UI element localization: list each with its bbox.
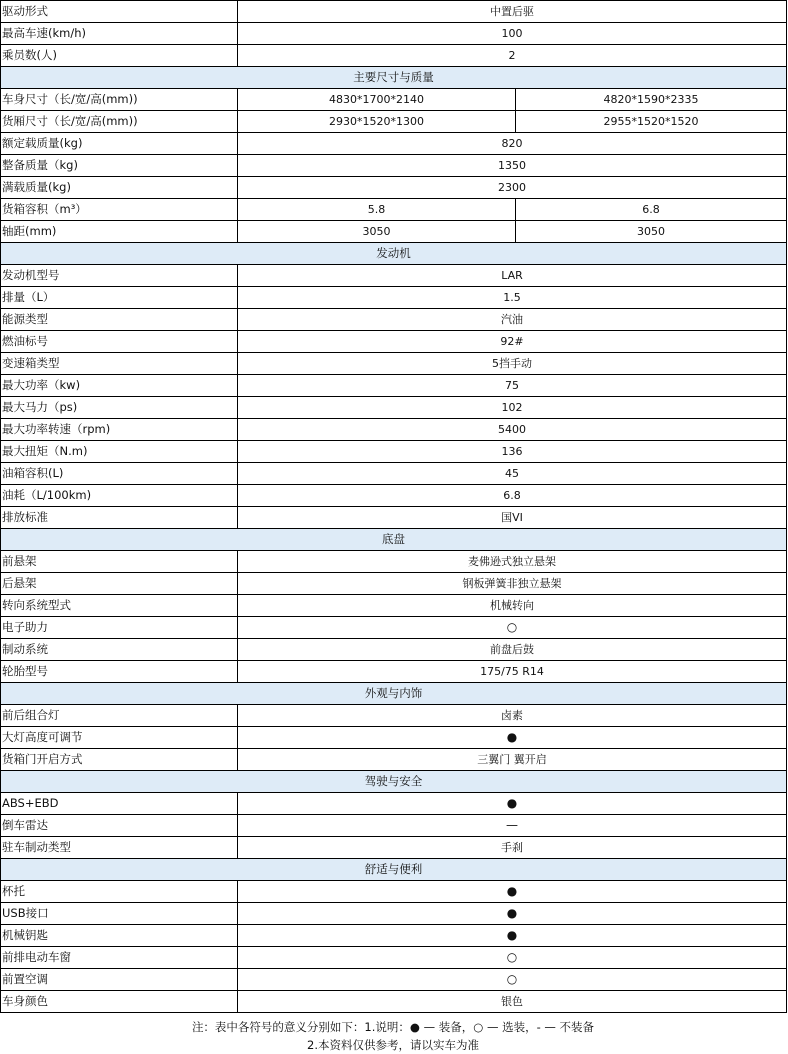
spec-label: 最大功率（kw) [1, 375, 238, 397]
spec-row [1, 705, 787, 727]
spec-value: 6.8 [238, 485, 787, 507]
spec-value: 175/75 R14 [238, 661, 787, 683]
spec-row [1, 793, 787, 815]
section-title: 主要尺寸与质量 [1, 67, 787, 89]
spec-label: 轮胎型号 [1, 661, 238, 683]
spec-label: 电子助力 [1, 617, 238, 639]
spec-value: 2 [238, 45, 787, 67]
spec-row [1, 265, 787, 287]
spec-value: LAR [238, 265, 787, 287]
spec-value: 国VI [238, 507, 787, 529]
spec-label: 后悬架 [1, 573, 238, 595]
spec-row [1, 639, 787, 661]
spec-label: 最大马力（ps) [1, 397, 238, 419]
section-header-row [1, 67, 787, 89]
spec-row [1, 661, 787, 683]
spec-label: 油箱容积(L) [1, 463, 238, 485]
spec-value: 麦佛逊式独立悬架 [238, 551, 787, 573]
spec-value: 前盘后鼓 [238, 639, 787, 661]
footnote-disclaimer: 2.本资料仅供参考，请以实车为准 [307, 1038, 479, 1052]
spec-row [1, 573, 787, 595]
spec-row [1, 353, 787, 375]
spec-value: 1350 [238, 155, 787, 177]
section-title: 发动机 [1, 243, 787, 265]
spec-row [1, 749, 787, 771]
spec-label: 变速箱类型 [1, 353, 238, 375]
spec-value: 5400 [238, 419, 787, 441]
spec-value: 2300 [238, 177, 787, 199]
spec-value: 三翼门 翼开启 [238, 749, 787, 771]
spec-row [1, 947, 787, 969]
spec-label: 最高车速(km/h) [1, 23, 238, 45]
spec-value: 中置后驱 [238, 1, 787, 23]
spec-row [1, 309, 787, 331]
spec-label: 前悬架 [1, 551, 238, 573]
spec-row [1, 815, 787, 837]
spec-row [1, 45, 787, 67]
spec-value: ○ [238, 947, 787, 969]
spec-value-variant-a: 3050 [238, 221, 516, 243]
spec-value: 手刹 [238, 837, 787, 859]
spec-row [1, 485, 787, 507]
spec-row [1, 969, 787, 991]
spec-row [1, 111, 787, 133]
spec-value: — [238, 815, 787, 837]
spec-label: 机械钥匙 [1, 925, 238, 947]
spec-row [1, 881, 787, 903]
spec-label: 满载质量(kg) [1, 177, 238, 199]
spec-label: 货箱门开启方式 [1, 749, 238, 771]
section-title: 驾驶与安全 [1, 771, 787, 793]
spec-row [1, 595, 787, 617]
spec-value: 5挡手动 [238, 353, 787, 375]
spec-label: 额定载质量(kg) [1, 133, 238, 155]
spec-label: 车身尺寸（长/宽/高(mm)) [1, 89, 238, 111]
spec-value: ● [238, 881, 787, 903]
spec-label: 发动机型号 [1, 265, 238, 287]
spec-label: 最大功率转速（rpm) [1, 419, 238, 441]
section-header-row [1, 683, 787, 705]
spec-row [1, 177, 787, 199]
spec-label: 驻车制动类型 [1, 837, 238, 859]
spec-label: 排量（L） [1, 287, 238, 309]
spec-label: 驱动形式 [1, 1, 238, 23]
spec-value-variant-a: 2930*1520*1300 [238, 111, 516, 133]
spec-value: 钢板弹簧非独立悬架 [238, 573, 787, 595]
section-title: 舒适与便利 [1, 859, 787, 881]
spec-label: 整备质量（kg) [1, 155, 238, 177]
spec-label: 转向系统型式 [1, 595, 238, 617]
section-title: 外观与内饰 [1, 683, 787, 705]
spec-value: 820 [238, 133, 787, 155]
spec-value: 1.5 [238, 287, 787, 309]
spec-label: 大灯高度可调节 [1, 727, 238, 749]
spec-value-variant-b: 4820*1590*2335 [516, 89, 787, 111]
spec-row [1, 551, 787, 573]
spec-row [1, 23, 787, 45]
spec-row [1, 903, 787, 925]
spec-row [1, 991, 787, 1013]
spec-row [1, 199, 787, 221]
spec-row [1, 463, 787, 485]
spec-value-variant-b: 2955*1520*1520 [516, 111, 787, 133]
spec-row [1, 617, 787, 639]
spec-value: 汽油 [238, 309, 787, 331]
spec-value: 75 [238, 375, 787, 397]
spec-label: 乘员数(人) [1, 45, 238, 67]
spec-value: ● [238, 793, 787, 815]
spec-row [1, 441, 787, 463]
spec-value: 92# [238, 331, 787, 353]
spec-row [1, 837, 787, 859]
spec-value-variant-b: 6.8 [516, 199, 787, 221]
spec-value: 100 [238, 23, 787, 45]
spec-value: ● [238, 925, 787, 947]
spec-table-body [1, 1, 787, 1013]
spec-value: 102 [238, 397, 787, 419]
spec-label: 前排电动车窗 [1, 947, 238, 969]
spec-label: USB接口 [1, 903, 238, 925]
spec-label: 杯托 [1, 881, 238, 903]
spec-row [1, 375, 787, 397]
footnote-legend: 注：表中各符号的意义分别如下：1.说明：● — 装备，○ — 选装，- — 不装备 [191, 1020, 595, 1034]
spec-value-variant-a: 4830*1700*2140 [238, 89, 516, 111]
footnote [0, 1018, 786, 1054]
spec-value: 卤素 [238, 705, 787, 727]
spec-row [1, 331, 787, 353]
section-header-row [1, 529, 787, 551]
spec-label: 制动系统 [1, 639, 238, 661]
spec-row [1, 221, 787, 243]
spec-label: ABS+EBD [1, 793, 238, 815]
spec-row [1, 397, 787, 419]
spec-label: 倒车雷达 [1, 815, 238, 837]
spec-label: 前后组合灯 [1, 705, 238, 727]
spec-label: 车身颜色 [1, 991, 238, 1013]
spec-label: 排放标准 [1, 507, 238, 529]
spec-row [1, 155, 787, 177]
spec-row [1, 287, 787, 309]
section-title: 底盘 [1, 529, 787, 551]
spec-label: 最大扭矩（N.m) [1, 441, 238, 463]
spec-value: 机械转向 [238, 595, 787, 617]
spec-label: 燃油标号 [1, 331, 238, 353]
spec-label: 油耗（L/100km) [1, 485, 238, 507]
section-header-row [1, 771, 787, 793]
spec-value-variant-a: 5.8 [238, 199, 516, 221]
spec-label: 货厢尺寸（长/宽/高(mm)) [1, 111, 238, 133]
spec-row [1, 1, 787, 23]
spec-value: ● [238, 727, 787, 749]
spec-value: 136 [238, 441, 787, 463]
spec-value: ○ [238, 969, 787, 991]
spec-value: ○ [238, 617, 787, 639]
spec-value-variant-b: 3050 [516, 221, 787, 243]
spec-row [1, 419, 787, 441]
section-header-row [1, 243, 787, 265]
spec-row [1, 727, 787, 749]
spec-row [1, 925, 787, 947]
spec-value: 45 [238, 463, 787, 485]
section-header-row [1, 859, 787, 881]
spec-label: 轴距(mm) [1, 221, 238, 243]
spec-row [1, 507, 787, 529]
spec-label: 能源类型 [1, 309, 238, 331]
spec-value: ● [238, 903, 787, 925]
spec-row [1, 89, 787, 111]
spec-label: 前置空调 [1, 969, 238, 991]
spec-value: 银色 [238, 991, 787, 1013]
spec-label: 货箱容积（m³） [1, 199, 238, 221]
spec-row [1, 133, 787, 155]
